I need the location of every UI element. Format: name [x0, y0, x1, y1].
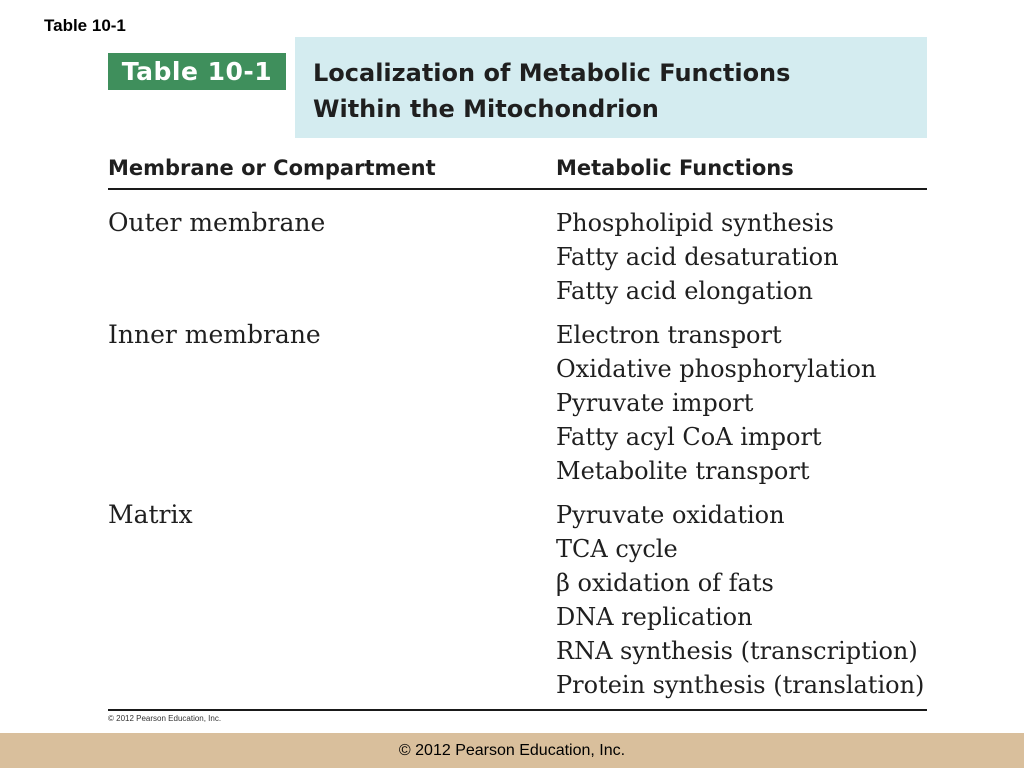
function-item: β oxidation of fats — [556, 569, 774, 597]
function-item: Fatty acid desaturation — [556, 243, 839, 271]
function-item: DNA replication — [556, 603, 753, 631]
function-item: Oxidative phosphorylation — [556, 355, 877, 383]
function-item: RNA synthesis (transcription) — [556, 637, 918, 665]
table-bottom-rule — [108, 709, 927, 711]
table-title-line-2: Within the Mitochondrion — [313, 95, 659, 123]
function-item: Phospholipid synthesis — [556, 209, 834, 237]
function-list — [556, 498, 927, 702]
function-item: Fatty acyl CoA import — [556, 423, 822, 451]
compartment-label: Outer membrane — [108, 208, 326, 237]
column-header-compartment: Membrane or Compartment — [108, 156, 436, 180]
table-row — [108, 206, 927, 308]
compartment-label: Matrix — [108, 500, 193, 529]
function-item: Metabolite transport — [556, 457, 810, 485]
function-item: Protein synthesis (translation) — [556, 671, 925, 699]
table-body — [108, 206, 927, 712]
footer-copyright: © 2012 Pearson Education, Inc. — [398, 742, 626, 759]
function-item: Pyruvate import — [556, 389, 754, 417]
table-number-badge: Table 10-1 — [108, 53, 286, 90]
function-item: Pyruvate oxidation — [556, 501, 785, 529]
compartment-label: Inner membrane — [108, 320, 321, 349]
function-item: Fatty acid elongation — [556, 277, 813, 305]
header-rule — [108, 188, 927, 190]
table-row — [108, 498, 927, 702]
footer-bar — [0, 733, 1024, 768]
slide-label: Table 10-1 — [44, 16, 126, 35]
function-item: TCA cycle — [556, 535, 678, 563]
table-copyright-note: © 2012 Pearson Education, Inc. — [108, 714, 222, 723]
function-item: Electron transport — [556, 321, 782, 349]
table-title-line-1: Localization of Metabolic Functions — [313, 59, 791, 87]
table-title-box — [295, 37, 927, 138]
table-row — [108, 318, 927, 488]
function-list — [556, 318, 927, 488]
column-header-functions: Metabolic Functions — [556, 156, 794, 180]
function-list — [556, 206, 927, 308]
